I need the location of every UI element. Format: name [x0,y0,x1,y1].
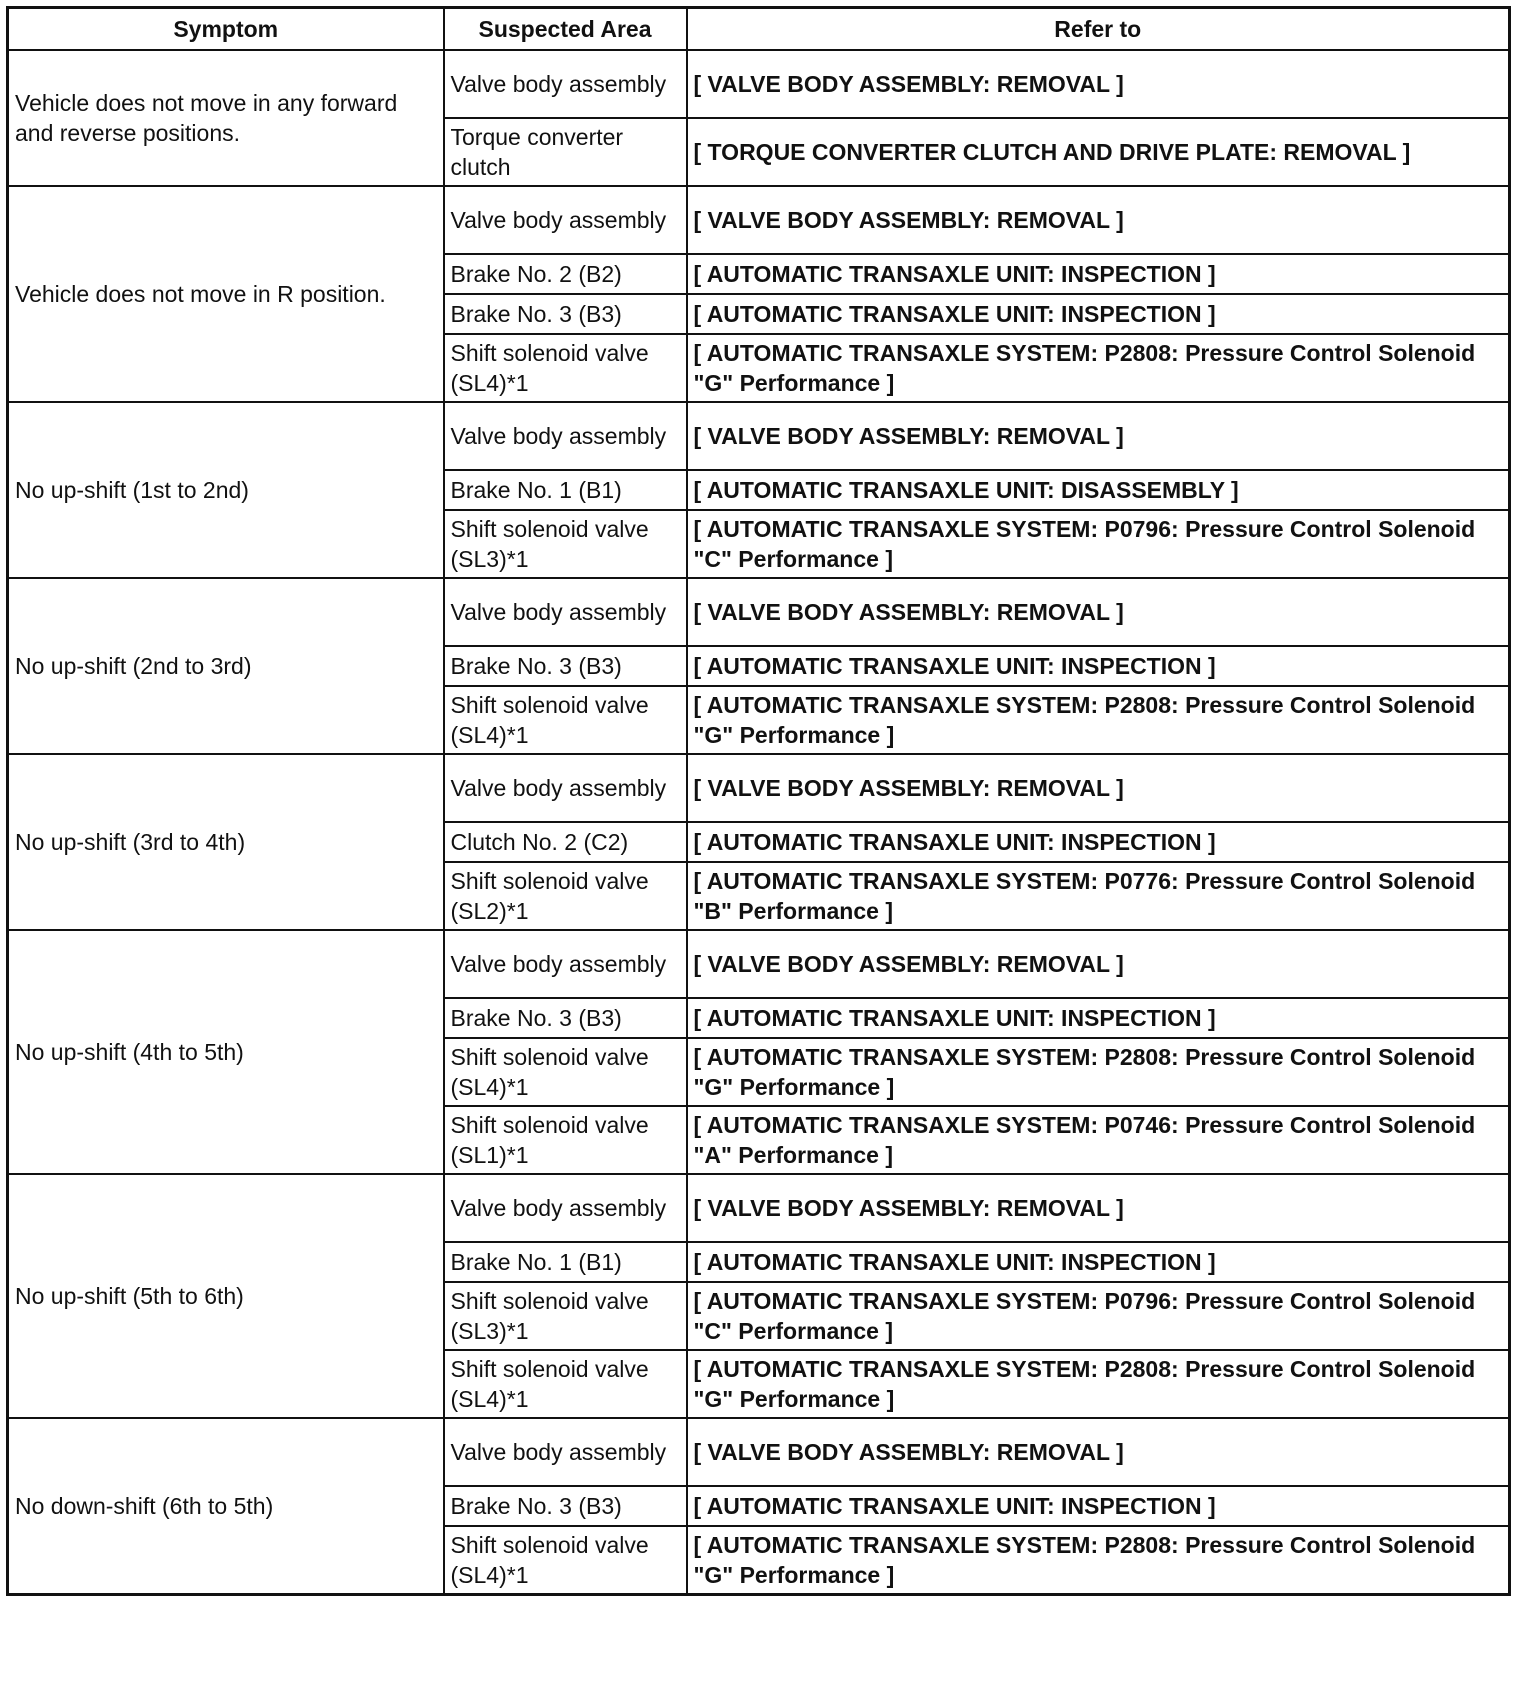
suspected-area-cell: Brake No. 3 (B3) [444,646,687,686]
symptom-cell: No down-shift (6th to 5th) [8,1418,444,1595]
suspected-area-cell: Shift solenoid valve (SL1)*1 [444,1106,687,1174]
table-row [8,578,1510,646]
refer-link[interactable]: [ AUTOMATIC TRANSAXLE SYSTEM: P2808: Pressure Control Solenoid "G" Performance ] [687,1038,1510,1106]
refer-link[interactable]: [ VALVE BODY ASSEMBLY: REMOVAL ] [687,402,1510,470]
suspected-area-cell: Brake No. 2 (B2) [444,254,687,294]
refer-link[interactable]: [ VALVE BODY ASSEMBLY: REMOVAL ] [687,578,1510,646]
suspected-area-cell: Valve body assembly [444,50,687,118]
problem-symptoms-table [6,6,1511,1596]
table-row [8,1174,1510,1242]
table-row [8,50,1510,118]
suspected-area-cell: Brake No. 3 (B3) [444,1486,687,1526]
symptom-cell: Vehicle does not move in R position. [8,186,444,402]
diagnosis-table-container [6,6,1511,1596]
symptom-cell: No up-shift (1st to 2nd) [8,402,444,578]
suspected-area-cell: Shift solenoid valve (SL4)*1 [444,334,687,402]
table-body [8,50,1510,1595]
refer-link[interactable]: [ AUTOMATIC TRANSAXLE SYSTEM: P0776: Pressure Control Solenoid "B" Performance ] [687,862,1510,930]
suspected-area-cell: Valve body assembly [444,186,687,254]
suspected-area-cell: Valve body assembly [444,1174,687,1242]
refer-link[interactable]: [ AUTOMATIC TRANSAXLE SYSTEM: P2808: Pressure Control Solenoid "G" Performance ] [687,1526,1510,1595]
symptom-cell: No up-shift (4th to 5th) [8,930,444,1174]
refer-link[interactable]: [ VALVE BODY ASSEMBLY: REMOVAL ] [687,754,1510,822]
table-header [8,8,1510,51]
refer-link[interactable]: [ VALVE BODY ASSEMBLY: REMOVAL ] [687,1418,1510,1486]
refer-link[interactable]: [ AUTOMATIC TRANSAXLE UNIT: INSPECTION ] [687,646,1510,686]
suspected-area-cell: Shift solenoid valve (SL3)*1 [444,1282,687,1350]
refer-link[interactable]: [ AUTOMATIC TRANSAXLE UNIT: INSPECTION ] [687,822,1510,862]
table-row [8,754,1510,822]
refer-link[interactable]: [ AUTOMATIC TRANSAXLE UNIT: INSPECTION ] [687,1486,1510,1526]
suspected-area-cell: Brake No. 1 (B1) [444,470,687,510]
suspected-area-cell: Shift solenoid valve (SL4)*1 [444,1038,687,1106]
suspected-area-cell: Shift solenoid valve (SL3)*1 [444,510,687,578]
header-symptom: Symptom [8,8,444,51]
refer-link[interactable]: [ AUTOMATIC TRANSAXLE UNIT: INSPECTION ] [687,254,1510,294]
table-row [8,186,1510,254]
refer-link[interactable]: [ AUTOMATIC TRANSAXLE SYSTEM: P2808: Pressure Control Solenoid "G" Performance ] [687,686,1510,754]
suspected-area-cell: Torque converter clutch [444,118,687,186]
suspected-area-cell: Clutch No. 2 (C2) [444,822,687,862]
refer-link[interactable]: [ AUTOMATIC TRANSAXLE SYSTEM: P0796: Pressure Control Solenoid "C" Performance ] [687,1282,1510,1350]
symptom-cell: No up-shift (3rd to 4th) [8,754,444,930]
refer-link[interactable]: [ AUTOMATIC TRANSAXLE SYSTEM: P0796: Pressure Control Solenoid "C" Performance ] [687,510,1510,578]
refer-link[interactable]: [ VALVE BODY ASSEMBLY: REMOVAL ] [687,50,1510,118]
table-row [8,930,1510,998]
suspected-area-cell: Brake No. 3 (B3) [444,294,687,334]
refer-link[interactable]: [ VALVE BODY ASSEMBLY: REMOVAL ] [687,186,1510,254]
table-row [8,1418,1510,1486]
header-suspected-area: Suspected Area [444,8,687,51]
header-row [8,8,1510,51]
refer-link[interactable]: [ VALVE BODY ASSEMBLY: REMOVAL ] [687,1174,1510,1242]
refer-link[interactable]: [ AUTOMATIC TRANSAXLE UNIT: INSPECTION ] [687,998,1510,1038]
refer-link[interactable]: [ AUTOMATIC TRANSAXLE SYSTEM: P2808: Pressure Control Solenoid "G" Performance ] [687,334,1510,402]
suspected-area-cell: Valve body assembly [444,1418,687,1486]
symptom-cell: Vehicle does not move in any forward and reverse positions. [8,50,444,186]
suspected-area-cell: Shift solenoid valve (SL4)*1 [444,686,687,754]
symptom-cell: No up-shift (2nd to 3rd) [8,578,444,754]
suspected-area-cell: Brake No. 3 (B3) [444,998,687,1038]
suspected-area-cell: Shift solenoid valve (SL4)*1 [444,1350,687,1418]
suspected-area-cell: Shift solenoid valve (SL2)*1 [444,862,687,930]
refer-link[interactable]: [ AUTOMATIC TRANSAXLE UNIT: INSPECTION ] [687,294,1510,334]
suspected-area-cell: Shift solenoid valve (SL4)*1 [444,1526,687,1595]
symptom-cell: No up-shift (5th to 6th) [8,1174,444,1418]
suspected-area-cell: Valve body assembly [444,754,687,822]
refer-link[interactable]: [ VALVE BODY ASSEMBLY: REMOVAL ] [687,930,1510,998]
refer-link[interactable]: [ AUTOMATIC TRANSAXLE SYSTEM: P2808: Pressure Control Solenoid "G" Performance ] [687,1350,1510,1418]
refer-link[interactable]: [ AUTOMATIC TRANSAXLE UNIT: INSPECTION ] [687,1242,1510,1282]
suspected-area-cell: Valve body assembly [444,578,687,646]
suspected-area-cell: Brake No. 1 (B1) [444,1242,687,1282]
table-row [8,402,1510,470]
suspected-area-cell: Valve body assembly [444,402,687,470]
refer-link[interactable]: [ AUTOMATIC TRANSAXLE SYSTEM: P0746: Pressure Control Solenoid "A" Performance ] [687,1106,1510,1174]
header-refer-to: Refer to [687,8,1510,51]
suspected-area-cell: Valve body assembly [444,930,687,998]
refer-link[interactable]: [ AUTOMATIC TRANSAXLE UNIT: DISASSEMBLY ] [687,470,1510,510]
refer-link[interactable]: [ TORQUE CONVERTER CLUTCH AND DRIVE PLATE: REMOVAL ] [687,118,1510,186]
